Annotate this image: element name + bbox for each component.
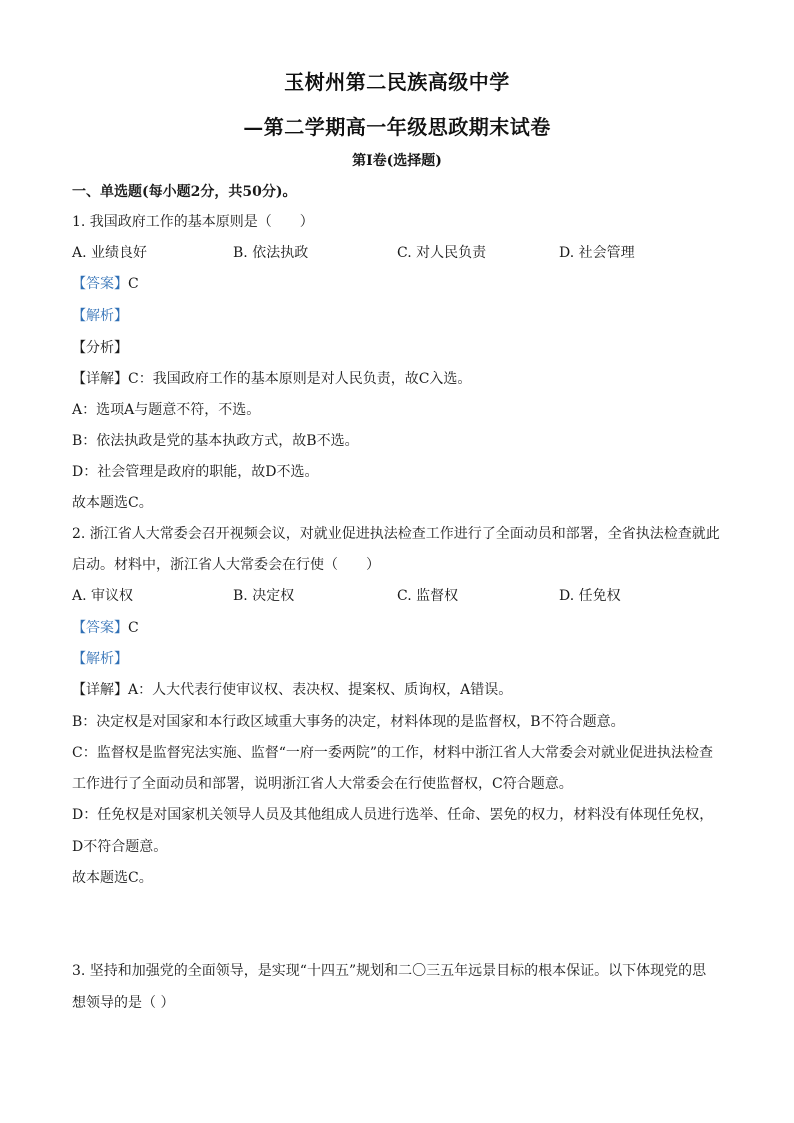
section-title: 一、单选题(每小题2分，共50分)。 bbox=[72, 184, 297, 200]
q1-explanation-line: D：社会管理是政府的职能，故D不选。 bbox=[72, 464, 319, 480]
detail-tag: 【详解】 bbox=[72, 682, 128, 698]
question-1-stem: 1. 我国政府工作的基本原则是（ ） bbox=[72, 214, 314, 230]
q2-explanation-line: 工作进行了全面动员和部署，说明浙江省人大常委会在行使监督权，C符合题意。 bbox=[72, 776, 573, 792]
q1-analysis-tag: 【解析】 bbox=[72, 308, 128, 324]
q2-analysis-tag: 【解析】 bbox=[72, 651, 128, 667]
q2-explanation-line: B：决定权是对国家和本行政区域重大事务的决定，材料体现的是监督权，B不符合题意。 bbox=[72, 714, 625, 730]
question-3-stem-cont: 想领导的是（ ） bbox=[72, 995, 175, 1011]
q1-answer-row bbox=[72, 275, 139, 293]
question-2-stem-cont: 启动。材料中，浙江省人大常委会在行使（ ） bbox=[72, 557, 380, 573]
question-2-stem: 2. 浙江省人大常委会召开视频会议，对就业促进执法检查工作进行了全面动员和部署，全省执法检查就此 bbox=[72, 526, 720, 542]
q2-option-c: C. 监督权 bbox=[397, 588, 459, 604]
q1-detail-text: C：我国政府工作的基本原则是对人民负责，故C入选。 bbox=[128, 371, 472, 387]
school-title: 玉树州第二民族高级中学 bbox=[284, 70, 510, 94]
q1-conclusion: 故本题选C。 bbox=[72, 495, 153, 511]
q2-answer-value: C bbox=[128, 620, 139, 636]
q2-detail-row bbox=[72, 681, 512, 699]
q1-option-d: D. 社会管理 bbox=[559, 245, 635, 261]
q2-option-a: A. 审议权 bbox=[72, 588, 134, 604]
answer-tag: 【答案】 bbox=[72, 620, 128, 636]
q2-explanation-line: D：任免权是对国家机关领导人员及其他组成人员进行选举、任命、罢免的权力，材料没有体现任免权， bbox=[72, 807, 714, 823]
q1-detail-row bbox=[72, 370, 471, 388]
q2-explanation-line: D不符合题意。 bbox=[72, 839, 168, 855]
q2-answer-row bbox=[72, 619, 139, 637]
q2-option-d: D. 任免权 bbox=[559, 588, 621, 604]
detail-tag: 【详解】 bbox=[72, 371, 128, 387]
q1-option-a: A. 业绩良好 bbox=[72, 245, 148, 261]
q1-option-b: B. 依法执政 bbox=[233, 245, 309, 261]
question-3-stem: 3. 坚持和加强党的全面领导，是实现“十四五”规划和二〇三五年远景目标的根本保证。以下体现党的思 bbox=[72, 963, 707, 979]
q1-option-c: C. 对人民负责 bbox=[397, 245, 487, 261]
q2-detail-text: A：人大代表行使审议权、表决权、提案权、质询权，A错误。 bbox=[128, 682, 513, 698]
volume-title: 第Ⅰ卷(选择题) bbox=[352, 153, 442, 169]
q1-explanation-line: A：选项A与题意不符，不选。 bbox=[72, 402, 261, 418]
q2-option-b: B. 决定权 bbox=[233, 588, 295, 604]
q1-answer-value: C bbox=[128, 276, 139, 292]
exam-title: —第二学期高一年级思政期末试卷 bbox=[243, 115, 551, 139]
answer-tag: 【答案】 bbox=[72, 276, 128, 292]
q1-fenxi-tag: 【分析】 bbox=[72, 340, 128, 356]
q1-explanation-line: B：依法执政是党的基本执政方式，故B不选。 bbox=[72, 433, 359, 449]
q2-conclusion: 故本题选C。 bbox=[72, 870, 153, 886]
q2-explanation-line: C：监督权是监督宪法实施、监督“一府一委两院”的工作，材料中浙江省人大常委会对就业促进执法检查 bbox=[72, 745, 714, 761]
